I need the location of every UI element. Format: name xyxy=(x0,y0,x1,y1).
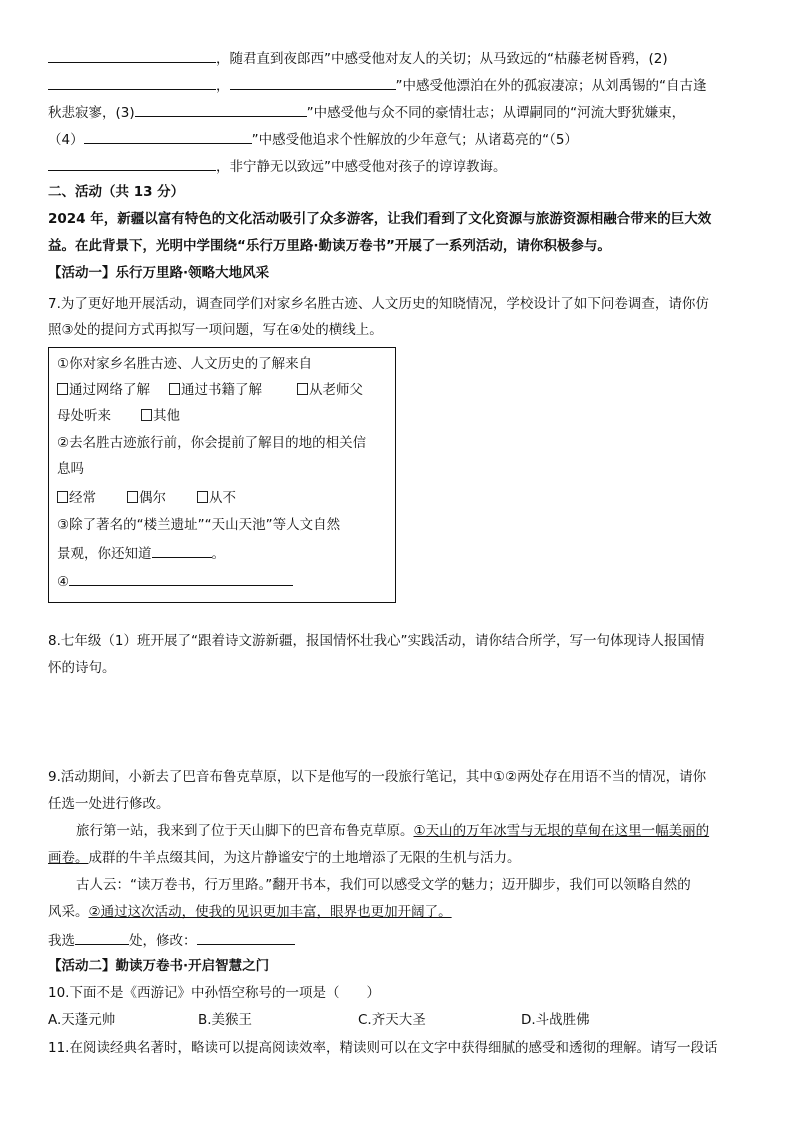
checkbox[interactable] xyxy=(169,383,180,395)
checkbox[interactable] xyxy=(57,491,68,503)
section-heading: 二、活动（共 13 分） xyxy=(48,184,185,200)
q9-answer-line: 我选 处，修改： xyxy=(48,929,295,951)
checkbox[interactable] xyxy=(197,491,208,503)
activity-1-heading: 【活动一】乐行万里路·领略大地风采 xyxy=(48,265,270,281)
answer-blank[interactable] xyxy=(48,47,216,63)
survey-q1: ①你对家乡名胜古迹、人文历史的了解来自 xyxy=(57,356,313,372)
survey-q1-options: 通过网络了解 通过书籍了解 从老师父 xyxy=(57,380,363,400)
survey-box xyxy=(48,347,396,603)
checkbox[interactable] xyxy=(297,383,308,395)
q9-stem-1: 9.活动期间，小新去了巴音布鲁克草原，以下是他写的一段旅行笔记，其中①②两处存在用语不当的情况，请你 xyxy=(48,769,707,785)
survey-q3: ③除了著名的“楼兰遗址”“天山天池”等人文自然 xyxy=(57,517,341,533)
option-c[interactable]: C.齐天大圣 xyxy=(358,1012,426,1028)
q10-stem: 10.下面不是《西游记》中孙悟空称号的一项是（ ） xyxy=(48,985,380,1001)
survey-q1-options-cont: 母处听来 其他 xyxy=(57,408,180,424)
q8-stem-2: 怀的诗句。 xyxy=(48,660,116,676)
checkbox[interactable] xyxy=(127,491,138,503)
answer-blank[interactable] xyxy=(197,929,295,945)
q11-stem: 11.在阅读经典名著时，略读可以提高阅读效率，精读则可以在文字中获得细腻的感受和透彻的理解。请写一段话 xyxy=(48,1040,718,1056)
survey-q4: ④ xyxy=(57,570,293,592)
fill-line-4: （4） ”中感受他追求个性解放的少年意气；从诸葛亮的“（5） xyxy=(48,128,578,150)
answer-blank[interactable] xyxy=(84,128,252,144)
answer-blank[interactable] xyxy=(230,74,396,90)
q9-stem-2: 任选一处进行修改。 xyxy=(48,796,170,812)
fill-line-2: ， ”中感受他漂泊在外的孤寂凄凉；从刘禹锡的“自古逢 xyxy=(48,74,707,96)
answer-blank[interactable] xyxy=(152,542,212,558)
q9-passage-1: 旅行第一站，我来到了位于天山脚下的巴音布鲁克草原。①天山的万年冰雪与无垠的草甸在这里一幅美丽的 xyxy=(76,823,710,839)
fill-line-3: 秋悲寂寥，(3) ”中感受他与众不同的豪情壮志；从谭嗣同的“河流大野犹嫌束， xyxy=(48,101,685,123)
survey-q2: ②去名胜古迹旅行前，你会提前了解目的地的相关信 xyxy=(57,435,367,451)
answer-blank[interactable] xyxy=(48,155,216,171)
answer-blank[interactable] xyxy=(135,101,307,117)
answer-blank[interactable] xyxy=(69,570,293,586)
intro-line-2: 益。在此背景下，光明中学围绕“乐行万里路·勤读万卷书”开展了一系列活动，请你积极参与。 xyxy=(48,238,611,254)
option-a[interactable]: A.天蓬元帅 xyxy=(48,1012,116,1028)
answer-blank[interactable] xyxy=(75,929,129,945)
activity-2-heading: 【活动二】勤读万卷书·开启智慧之门 xyxy=(48,958,270,974)
survey-q3-cont: 景观，你还知道 。 xyxy=(57,542,225,564)
answer-blank[interactable] xyxy=(48,74,216,90)
survey-q2-cont: 息吗 xyxy=(57,461,84,477)
q9-passage-1-cont: 画卷。成群的牛羊点缀其间，为这片静谧安宁的土地增添了无限的生机与活力。 xyxy=(48,850,521,866)
checkbox[interactable] xyxy=(57,383,68,395)
option-b[interactable]: B.美猴王 xyxy=(198,1012,253,1028)
q7-stem-1: 7.为了更好地开展活动，调查同学们对家乡名胜古迹、人文历史的知晓情况，学校设计了如下问卷调查，请你仿 xyxy=(48,296,709,312)
survey-q2-options: 经常 偶尔 从不 xyxy=(57,488,236,508)
q9-passage-2-cont: 风采。②通过这次活动，使我的见识更加丰富，眼界也更加开阔了。 xyxy=(48,904,452,920)
option-d[interactable]: D.斗战胜佛 xyxy=(521,1012,590,1028)
q8-stem-1: 8.七年级（1）班开展了“跟着诗文游新疆，报国情怀壮我心”实践活动，请你结合所学，写一句体现诗人报国情 xyxy=(48,633,705,649)
checkbox[interactable] xyxy=(141,409,152,421)
q7-stem-2: 照③处的提问方式再拟写一项问题，写在④处的横线上。 xyxy=(48,322,383,338)
intro-line-1: 2024 年，新疆以富有特色的文化活动吸引了众多游客，让我们看到了文化资源与旅游资源相融合带来的巨大效 xyxy=(48,211,712,227)
fill-line-1: ，随君直到夜郎西”中感受他对友人的关切；从马致远的“枯藤老树昏鸦，(2) xyxy=(48,47,668,69)
fill-line-5: ，非宁静无以致远”中感受他对孩子的谆谆教诲。 xyxy=(48,155,507,177)
q9-passage-2: 古人云：“读万卷书，行万里路。”翻开书本，我们可以感受文学的魅力；迈开脚步，我们可以领略自然的 xyxy=(76,877,691,893)
